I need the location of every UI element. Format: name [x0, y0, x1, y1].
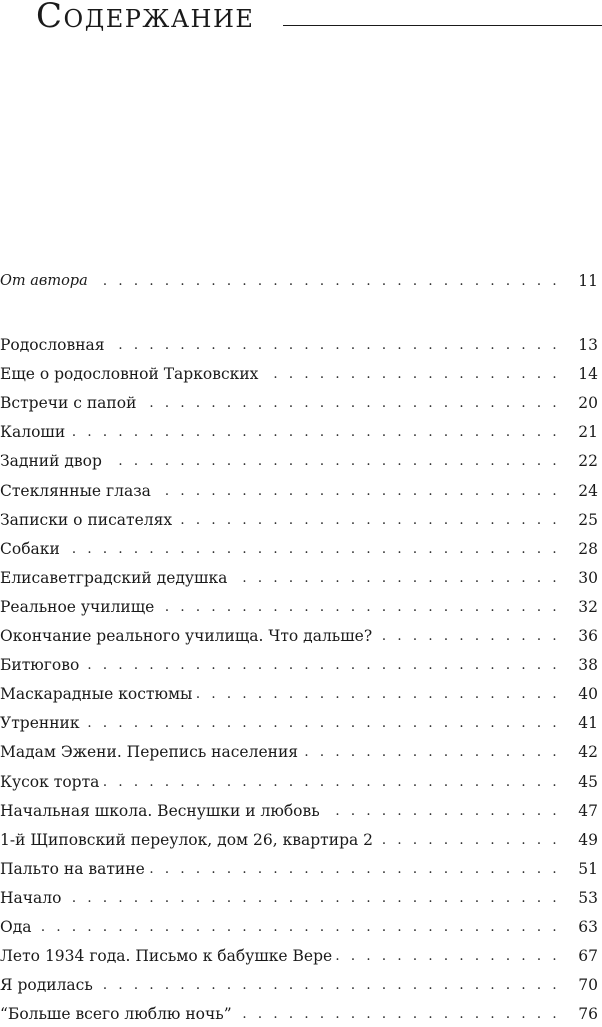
toc-entry-title: Битюгово — [0, 652, 83, 678]
toc-entry[interactable] — [0, 972, 602, 998]
toc-entry[interactable] — [0, 798, 602, 824]
toc-entry-page: 24 — [578, 481, 598, 500]
toc-entry-page: 11 — [578, 272, 598, 290]
toc-entry[interactable] — [0, 769, 602, 795]
toc-entry-page: 76 — [578, 1005, 598, 1024]
toc-entry-title: Калоши — [0, 419, 69, 445]
toc-entry[interactable] — [0, 623, 602, 649]
toc-entry-title: Окончание реального училища. Что дальше? — [0, 623, 376, 649]
toc-entry[interactable] — [0, 478, 602, 504]
toc-entry[interactable] — [0, 681, 602, 707]
toc-entry[interactable] — [0, 739, 602, 765]
toc-entry-title: От автора — [0, 268, 92, 294]
toc-entry[interactable] — [0, 419, 602, 445]
toc-entry[interactable] — [0, 943, 602, 969]
toc-entry-title: Реальное училище — [0, 594, 158, 620]
toc-entry-page: 30 — [578, 568, 598, 587]
toc-entry[interactable] — [0, 268, 602, 294]
toc-entry[interactable] — [0, 332, 602, 358]
toc-entry[interactable] — [0, 710, 602, 736]
toc-entry-page: 51 — [578, 859, 598, 878]
toc-entry-title: Лето 1934 года. Письмо к бабушке Вере — [0, 943, 336, 969]
toc-entry-page: 41 — [578, 714, 598, 733]
dot-leader — [0, 710, 560, 736]
toc-entry-title: Задний двор — [0, 448, 106, 474]
toc-entry[interactable] — [0, 652, 602, 678]
toc-entry[interactable] — [0, 361, 602, 387]
toc-entry-title: Записки о писателях — [0, 507, 176, 533]
toc-entry-title: Елисаветградский дедушка — [0, 565, 231, 591]
toc-entry-page: 36 — [578, 627, 598, 645]
toc-entry-page: 14 — [578, 365, 598, 384]
toc-entry[interactable] — [0, 507, 602, 533]
toc-entry-title: Ода — [0, 914, 36, 940]
toc-entry-title: Начало — [0, 885, 65, 911]
toc-entry-title: Маскарадные костюмы — [0, 681, 196, 707]
toc-entry-page: 22 — [578, 452, 598, 471]
toc-entry-title: Мадам Эжени. Перепись населения — [0, 739, 302, 765]
toc-entry-page: 70 — [578, 976, 598, 995]
toc-entry-page: 28 — [578, 539, 598, 558]
toc-entry-title: Я родилась — [0, 972, 97, 998]
toc-entry[interactable] — [0, 856, 602, 882]
dot-leader — [0, 536, 560, 562]
toc-entry-page: 47 — [578, 801, 598, 820]
toc-entry-page: 53 — [578, 888, 598, 907]
toc-entry-title: “Больше всего люблю ночь” — [0, 1001, 236, 1027]
title-rule — [283, 25, 602, 26]
toc-entry-page: 20 — [578, 394, 598, 413]
dot-leader — [0, 419, 560, 445]
toc-entry-page: 42 — [578, 743, 598, 762]
toc-entry[interactable] — [0, 448, 602, 474]
toc-entry-title: 1-й Щиповский переулок, дом 26, квартира 2 — [0, 827, 377, 853]
toc-entry-page: 25 — [578, 510, 598, 529]
toc-entry-page: 40 — [578, 685, 598, 704]
toc-entry-title: Родословная — [0, 332, 109, 358]
toc-entry-page: 38 — [578, 656, 598, 675]
toc-entry-page: 45 — [578, 772, 598, 791]
toc-entry-title: Пальто на ватине — [0, 856, 149, 882]
dot-leader — [0, 885, 560, 911]
toc-entry[interactable] — [0, 827, 602, 853]
toc-entry-title: Еще о родословной Тарковских — [0, 361, 262, 387]
toc-entry-title: Утренник — [0, 710, 84, 736]
toc-entry-page: 67 — [578, 947, 598, 966]
toc-entry-page: 21 — [578, 423, 598, 442]
toc-entry-page: 13 — [578, 336, 598, 354]
toc-entry[interactable] — [0, 565, 602, 591]
page-title: Содержание — [36, 0, 255, 36]
toc-entry[interactable] — [0, 594, 602, 620]
dot-leader — [0, 652, 560, 678]
toc-entry-page: 63 — [578, 918, 598, 936]
toc-entry-title: Стеклянные глаза — [0, 478, 155, 504]
toc-entry[interactable] — [0, 1001, 602, 1027]
toc-entry[interactable] — [0, 390, 602, 416]
toc-entry-page: 32 — [578, 597, 598, 616]
toc-entry[interactable] — [0, 914, 602, 940]
toc-entry-page: 49 — [578, 830, 598, 849]
toc-entry[interactable] — [0, 536, 602, 562]
toc-entry-title: Встречи с папой — [0, 390, 140, 416]
toc-entry-title: Кусок торта — [0, 769, 103, 795]
toc-entry[interactable] — [0, 885, 602, 911]
toc-entry-title: Собаки — [0, 536, 64, 562]
dot-leader — [0, 914, 560, 940]
toc-entry-title: Начальная школа. Веснушки и любовь — [0, 798, 324, 824]
